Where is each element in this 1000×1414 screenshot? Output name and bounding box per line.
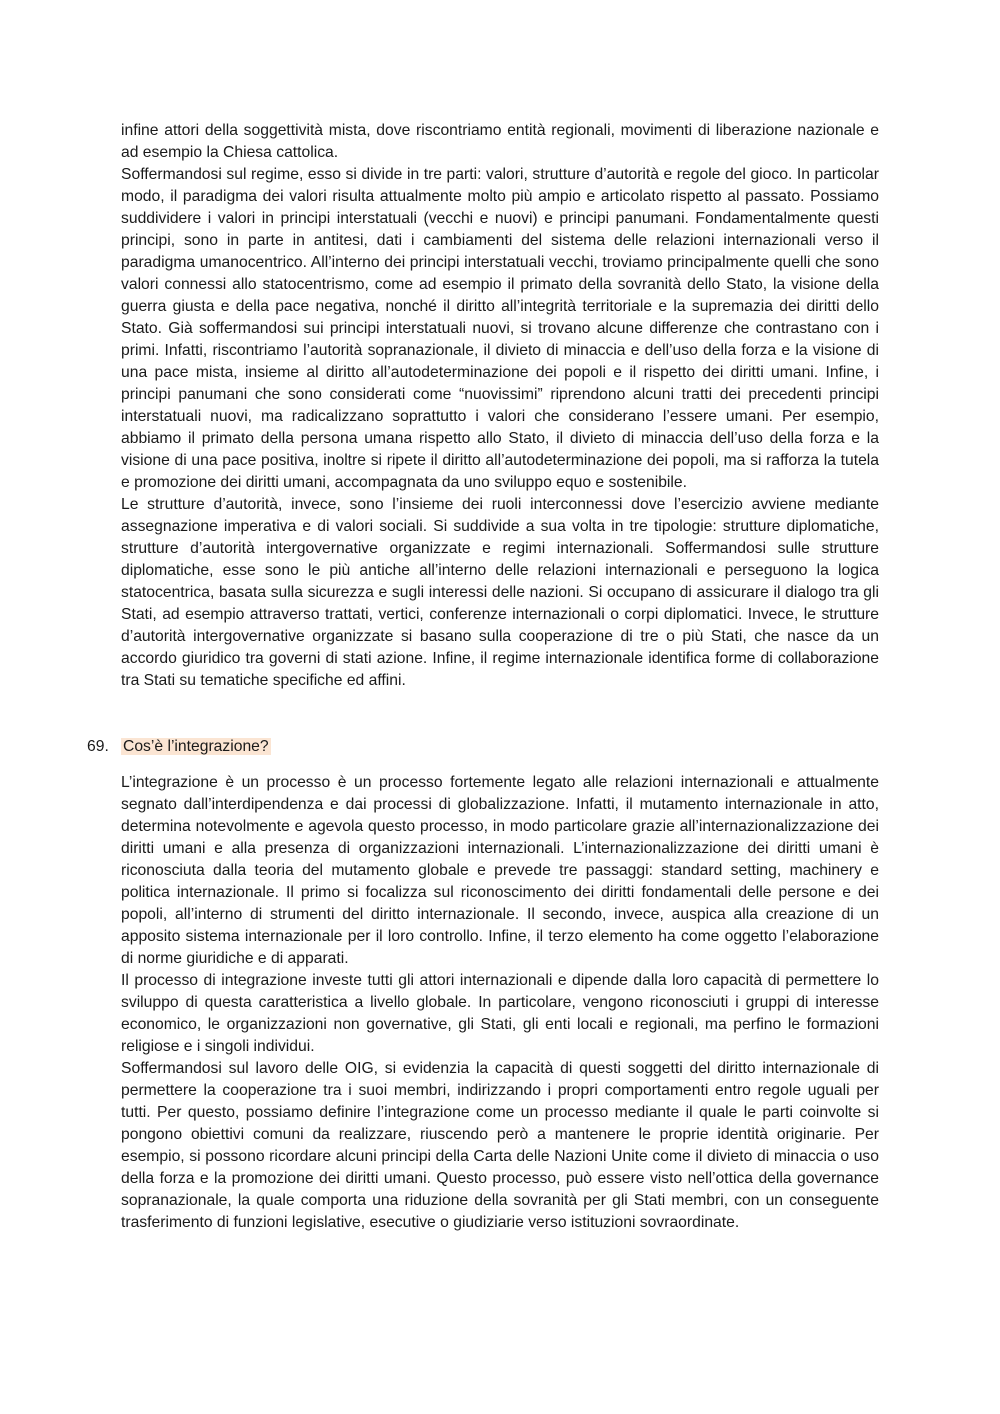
question-number: 69. [87, 738, 109, 755]
paragraph: infine attori della soggettività mista, dove riscontriamo entità regionali, movimenti di liberazione nazionale e ad esempio la Chiesa cattolica. [121, 122, 879, 161]
paragraph: Soffermandosi sul regime, esso si divide in tre parti: valori, strutture d’autorità e regole del gioco. In particolar modo, il paradigma dei valori risulta attualmente molto più ampio e articolato rispetto al passato. Possiamo suddividere i valori in principi interstatuali (vecchi e nuovi) e principi panumani. Fondamentalmente questi principi, sono in parte in antitesi, dati i cambiamenti del sistema delle relazioni internazionali verso il paradigma umanocentrico. All’interno dei principi interstatuali vecchi, troviamo principalmente quelli che sono valori connessi allo statocentrismo, come ad esempio il primato della sovranità dello Stato, la visione della guerra giusta e della pace negativa, nonché il diritto all’integrità territoriale e la supremazia dei diritti dello Stato. Già soffermandosi sui principi interstatuali nuovi, si trovano alcune differenze che contrastano con i primi. Infatti, riscontriamo l’autorità sopranazionale, il divieto di minaccia e dell’uso della forza e la visione di una pace mista, insieme al diritto all’autodeterminazione dei popoli e il rispetto dei diritti umani. Infine, i principi panumani che sono considerati come “nuovissimi” riprendono alcuni tratti dei precedenti principi interstatuali nuovi, ma radicalizzano soprattutto i valori che considerano l’essere umani. Per esempio, abbiamo il primato della persona umana rispetto allo Stato, il divieto di minaccia dell’uso della forza e la visione di una pace positiva, inoltre si ripete il diritto all’autodeterminazione dei popoli, ma si rafforza la tutela e promozione dei diritti umani, accompagnata da uno sviluppo equo e sostenibile. [121, 166, 879, 491]
text-block-regime [121, 120, 879, 692]
paragraph: Le strutture d’autorità, invece, sono l’insieme dei ruoli interconnessi dove l’esercizio avviene mediante assegnazione imperativa e di valori sociali. Si suddivide a sua volta in tre tipologie: strutture diplomatiche, strutture d’autorità intergovernative organizzate e regimi internazionali. Soffermandosi sulle strutture diplomatiche, esse sono le più antiche all’interno delle relazioni internazionali e perseguono la logica statocentrica, basata sulla sicurezza e sugli interessi delle nazioni. Si occupano di assicurare il dialogo tra gli Stati, ad esempio attraverso trattati, vertici, conferenze internazionali o corpi diplomatici. Invece, le strutture d’autorità intergovernative organizzate si basano sulla cooperazione di tre o più Stati, che nasce da un accordo giuridico tra governi di stati azione. Infine, il regime internazionale identifica forme di collaborazione tra Stati su tematiche specifiche ed affini. [121, 496, 879, 689]
text-block-integrazione [121, 772, 879, 1234]
paragraph: L’integrazione è un processo è un processo fortemente legato alle relazioni internazionali e attualmente segnato dall’interdipendenza e dai processi di globalizzazione. Infatti, il mutamento internazionale in atto, determina notevolmente e agevola questo processo, in modo particolare grazie all’internazionalizzazione dei diritti umani e alla presenza di organizzazioni internazionali. L’internazionalizzazione dei diritti umani è riconosciuta dalla teoria del mutamento globale e prevede tre passaggi: standard setting, machinery e politica internazionale. Il primo si focalizza sul riconoscimento dei diritti fondamentali delle persone e dei popoli, all’interno di strumenti del diritto internazionale. Il secondo, invece, auspica alla creazione di un apposito sistema internazionale per il loro controllo. Infine, il terzo elemento ha come oggetto l’elaborazione di norme giuridiche e di apparati. [121, 774, 879, 967]
question-text-highlighted: Cos’è l’integrazione? [123, 738, 269, 755]
paragraph: Soffermandosi sul lavoro delle OIG, si evidenzia la capacità di questi soggetti del diritto internazionale di permettere la cooperazione tra i suoi membri, indirizzando i propri comportamenti entro regole uguali per tutti. Per questo, possiamo definire l’integrazione come un processo mediante il quale le parti coinvolte si pongono obiettivi comuni da realizzare, riuscendo però a mantenere le proprie identità originarie. Per esempio, si possono ricordare alcuni principi della Carta delle Nazioni Unite come il divieto di minaccia o uso della forza e la promozione dei diritti umani. Questo processo, può essere visto nell’ottica della governance sopranazionale, la quale comporta una riduzione della sovranità per gli Stati membri, con un conseguente trasferimento di funzioni legislative, esecutive o giudiziarie verso istituzioni sovraordinate. [121, 1060, 879, 1231]
question-heading [87, 736, 271, 758]
paragraph: Il processo di integrazione investe tutti gli attori internazionali e dipende dalla loro capacità di permettere lo sviluppo di questa caratteristica a livello globale. In particolare, vengono riconosciuti i gruppi di interesse economico, le organizzazioni non governative, gli Stati, gli enti locali e regionali, ma perfino le formazioni religiose e i singoli individui. [121, 972, 879, 1055]
